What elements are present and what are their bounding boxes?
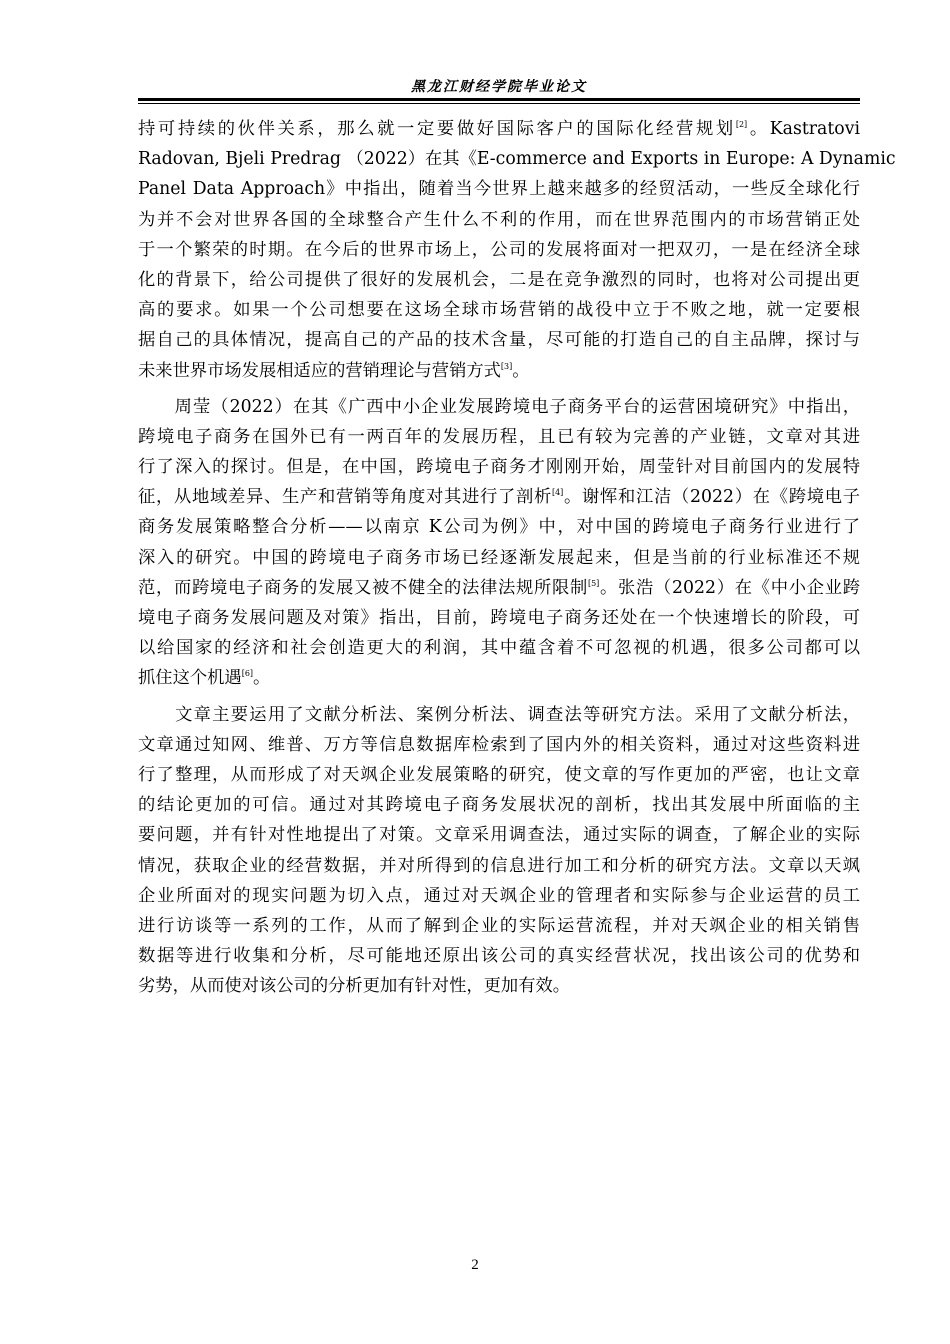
line-text: 行了深入的探讨。但是，在中国，跨境电子商务才刚刚开始，周莹针对目前国内的发展特 [138, 457, 860, 478]
line-text: 抓住这个机遇 [138, 668, 242, 689]
line-text-tail: 。 [253, 668, 271, 689]
body-text [138, 114, 896, 1001]
text-line [138, 174, 860, 204]
text-line [138, 573, 860, 603]
text-line [138, 422, 860, 452]
line-text: Panel Data Approach》中指出，随着当今世界上越来越多的经贸活动，一些反全球化行 [138, 179, 860, 200]
text-line [138, 325, 860, 355]
line-text: 行了整理，从而形成了对天飒企业发展策略的研究，使文章的写作更加的严密，也让文章 [138, 764, 860, 785]
citation-ref: [3] [500, 361, 513, 371]
text-line [138, 790, 860, 820]
text-line [138, 452, 860, 482]
line-text: 以给国家的经济和社会创造更大的利润，其中蕴含着不可忽视的机遇，很多公司都可以 [138, 638, 860, 659]
line-text: 企业所面对的现实问题为切入点，通过对天飒企业的管理者和实际参与企业运营的员工 [138, 885, 860, 906]
citation-ref: [6] [241, 669, 254, 679]
text-line [138, 265, 860, 295]
line-text: 文章主要运用了文献分析法、案例分析法、调查法等研究方法。采用了文献分析法， [138, 704, 860, 725]
text-line [138, 941, 860, 971]
text-line [138, 235, 860, 265]
text-line [138, 911, 860, 941]
line-text: 持可持续的伙伴关系，那么就一定要做好国际客户的国际化经营规划 [138, 119, 736, 139]
line-text: 数据等进行收集和分析，尽可能地还原出该公司的真实经营状况，找出该公司的优势和 [138, 946, 860, 967]
text-line [138, 512, 860, 542]
line-text: 进行访谈等一系列的工作，从而了解到企业的实际运营流程，并对天飒企业的相关销售 [138, 915, 860, 936]
text-line [138, 392, 860, 422]
text-line [138, 760, 860, 790]
text-line [138, 356, 860, 386]
text-line [138, 700, 860, 730]
line-text: 周莹（2022）在其《广西中小企业发展跨境电子商务平台的运营困境研究》中指出， [138, 396, 860, 417]
paragraph [138, 114, 896, 386]
line-text: 征，从地域差异、生产和营销等角度对其进行了剖析 [138, 487, 552, 508]
line-text-tail: 。张浩（2022）在《中小企业跨 [599, 577, 860, 598]
text-line [138, 114, 860, 144]
line-text: 跨境电子商务在国外已有一两百年的发展历程，且已有较为完善的产业链，文章对其进 [138, 426, 860, 447]
paragraph [138, 392, 860, 694]
text-line [138, 205, 860, 235]
text-line [138, 881, 860, 911]
header-rule-thin [138, 103, 860, 104]
text-line [138, 482, 860, 512]
line-text: 于一个繁荣的时期。在今后的世界市场上，公司的发展将面对一把双刃，一是在经济全球 [138, 239, 860, 260]
line-text: 情况，获取企业的经营数据，并对所得到的信息进行加工和分析的研究方法。文章以天飒 [138, 855, 860, 876]
page-number: 2 [471, 1257, 479, 1273]
text-line [138, 730, 860, 760]
line-text-tail: 。谢恽和江洁（2022）在《跨境电子 [563, 487, 860, 508]
line-text: 要问题，并有针对性地提出了对策。文章采用调查法，通过实际的调查，了解企业的实际 [138, 825, 860, 846]
line-text: 深入的研究。中国的跨境电子商务市场已经逐渐发展起来，但是当前的行业标准还不规 [138, 547, 860, 568]
line-text-tail: 。 [512, 360, 530, 381]
citation-ref: [2] [735, 120, 748, 129]
citation-ref: [5] [587, 578, 600, 588]
text-line [138, 851, 860, 881]
text-line [138, 633, 860, 663]
text-line [138, 971, 860, 1001]
line-text: 范，而跨境电子商务的发展又被不健全的法律法规所限制 [138, 577, 588, 598]
text-line [138, 295, 860, 325]
line-text: 未来世界市场发展相适应的营销理论与营销方式 [138, 360, 501, 381]
line-text: 劣势，从而使对该公司的分析更加有针对性，更加有效。 [138, 976, 571, 997]
line-text: 境电子商务发展问题及对策》指出，目前，跨境电子商务还处在一个快速增长的阶段，可 [138, 608, 860, 628]
header-rule-thick [138, 98, 860, 101]
text-line [138, 663, 860, 693]
text-line [138, 603, 860, 633]
text-line [138, 820, 860, 850]
line-text: 文章通过知网、维普、万方等信息数据库检索到了国内外的相关资料，通过对这些资料进 [138, 734, 860, 755]
line-text: 据自己的具体情况，提高自己的产品的技术含量，尽可能的打造自己的自主品牌，探讨与 [138, 330, 860, 351]
line-text: 高的要求。如果一个公司想要在这场全球市场营销的战役中立于不败之地，就一定要根 [138, 300, 860, 321]
text-line [138, 144, 896, 174]
paragraph [138, 700, 860, 1002]
running-header-title: 黑龙江财经学院毕业论文 [411, 79, 587, 95]
line-text: 化的背景下，给公司提供了很好的发展机会，二是在竞争激烈的同时，也将对公司提出更 [138, 269, 860, 290]
line-text-tail: 。Kastratovi [747, 119, 860, 139]
line-text: 的结论更加的可信。通过对其跨境电子商务发展状况的剖析，找出其发展中所面临的主 [138, 795, 860, 816]
line-text: 商务发展策略整合分析——以南京 K公司为例》中，对中国的跨境电子商务行业进行了 [138, 517, 860, 538]
line-text: Radovan, Bjeli Predrag （2022）在其《E-commerce and Exports in Europe: A Dynamic [138, 149, 896, 170]
citation-ref: [4] [551, 488, 564, 498]
line-text: 为并不会对世界各国的全球整合产生什么不利的作用，而在世界范围内的市场营销正处 [138, 209, 860, 230]
text-line [138, 543, 860, 573]
